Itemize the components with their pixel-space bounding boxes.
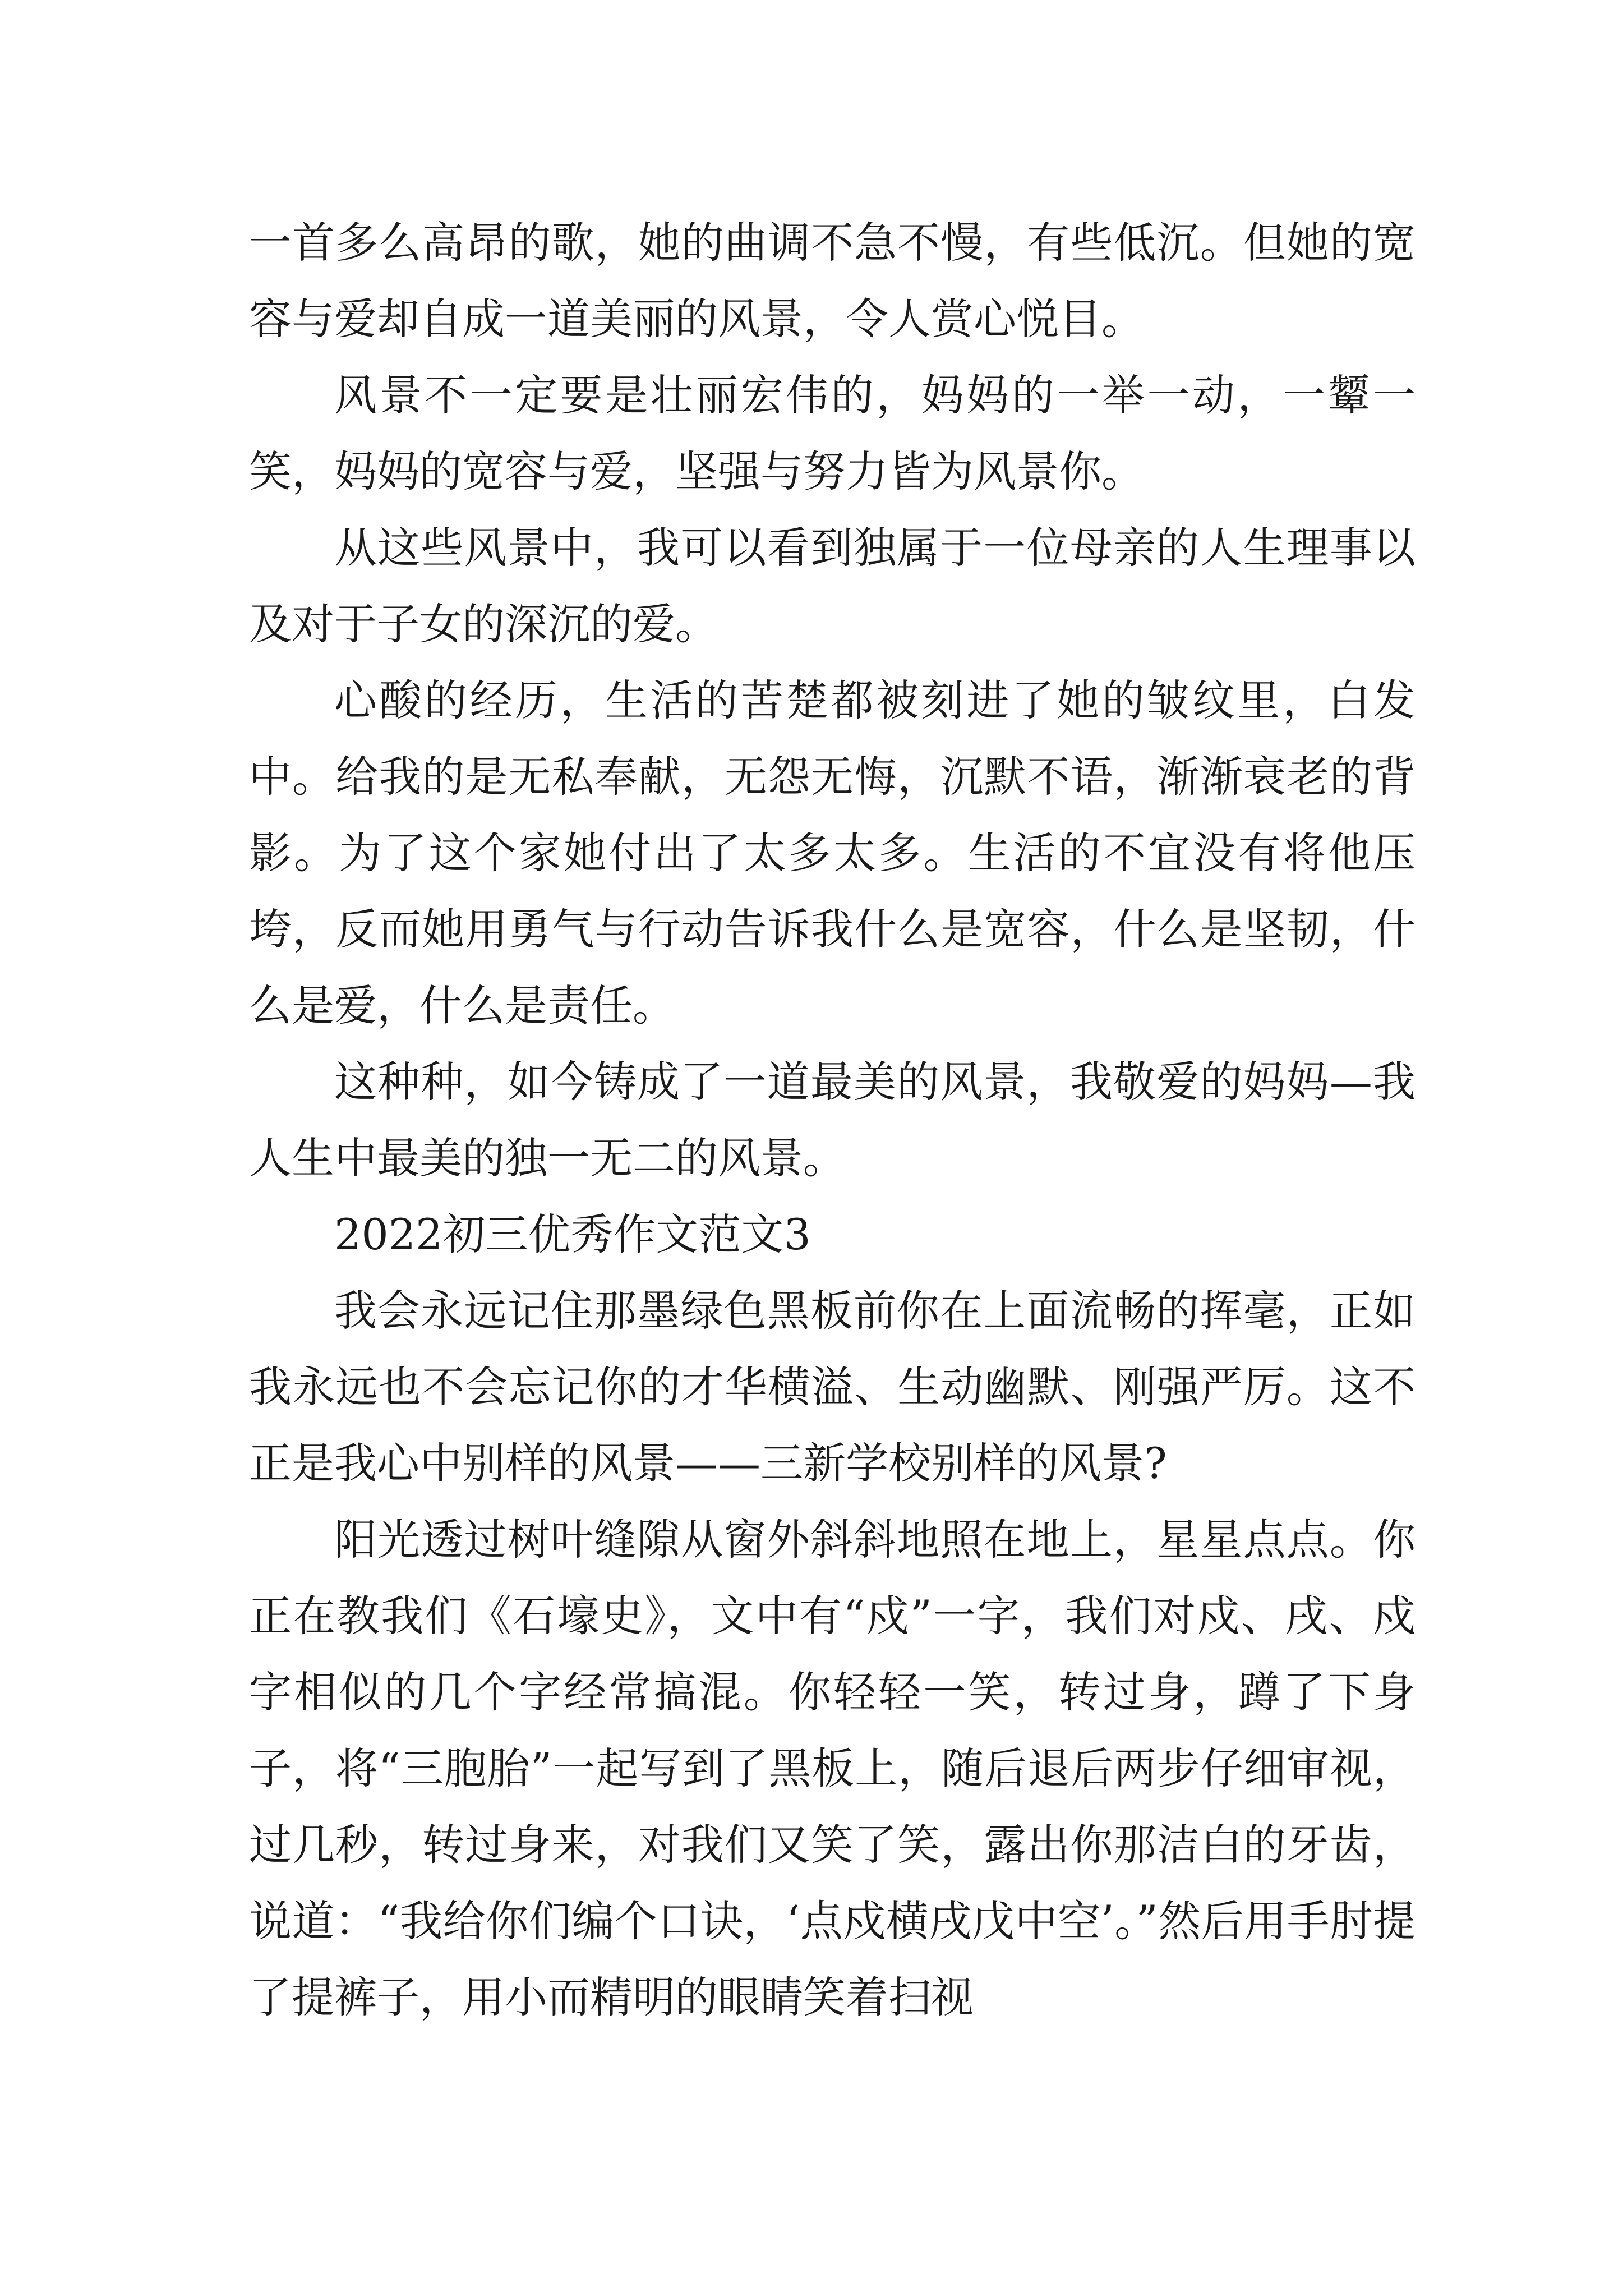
essay-heading: 2022初三优秀作文范文3 <box>334 1209 811 1259</box>
paragraph-5: 这种种，如今铸成了一道最美的风景，我敬爱的妈妈—我人生中最美的独一无二的风景。 <box>249 1057 1415 1183</box>
paragraph-3: 从这些风景中，我可以看到独属于一位母亲的人生理事以及对于子女的深沉的爱。 <box>249 523 1415 649</box>
document-body <box>249 205 1415 2036</box>
paragraph-6: 我会永远记住那墨绿色黑板前你在上面流畅的挥毫，正如我永远也不会忘记你的才华横溢、生动幽默、刚强严厉。这不正是我心中别样的风景——三新学校别样的风景? <box>249 1286 1415 1488</box>
paragraph-1: 一首多么高昂的歌，她的曲调不急不慢，有些低沉。但她的宽容与爱却自成一道美丽的风景，令人赏心悦目。 <box>249 218 1415 344</box>
paragraph-2: 风景不一定要是壮丽宏伟的，妈妈的一举一动，一颦一笑，妈妈的宽容与爱，坚强与努力皆为风景你。 <box>249 370 1415 496</box>
paragraph-7: 阳光透过树叶缝隙从窗外斜斜地照在地上，星星点点。你正在教我们《石壕史》，文中有“戍”一字，我们对戍、戌、戍字相似的几个字经常搞混。你轻轻一笑，转过身，蹲了下身子，将“三胞胎”一起写到了黑板上，随后退后两步仔细审视，过几秒，转过身来，对我们又笑了笑，露出你那洁白的牙齿，说道：“我给你们编个口诀，‘点戍横戌戊中空’。”然后用手肘提了提裤子，用小而精明的眼睛笑着扫视 <box>249 1515 1415 2022</box>
paragraph-4: 心酸的经历，生活的苦楚都被刻进了她的皱纹里，白发中。给我的是无私奉献，无怨无悔，沉默不语，渐渐衰老的背影。为了这个家她付出了太多太多。生活的不宜没有将他压垮，反而她用勇气与行动告诉我什么是宽容，什么是坚韧，什么是爱，什么是责任。 <box>249 675 1415 1030</box>
